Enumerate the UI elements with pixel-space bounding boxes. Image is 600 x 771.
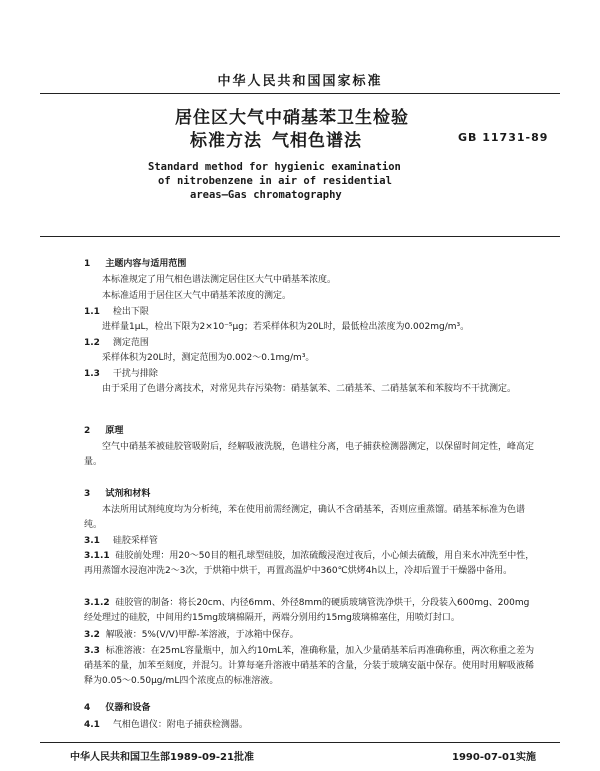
section-3-1-number: 3.1 (84, 536, 100, 546)
section-3-2-number: 3.2 (84, 630, 100, 640)
section-3-3-number: 3.3 (84, 646, 100, 656)
section-3-2-text: 解吸液：5%(V/V)甲醇-苯溶液，于冰箱中保存。 (105, 630, 299, 640)
section-2-text: 空气中硝基苯被硅胶管吸附后，经解吸液洗脱，色谱柱分离，电子捕获检测器测定，以保留时间定性，峰高定量。 (84, 442, 535, 467)
section-1-1-text: 进样量1μL，检出下限为2×10⁻⁵μg；若采样体积为20L时，最低检出浓度为0.002mg/m³。 (102, 322, 470, 332)
section-1-2-number: 1.2 (84, 338, 100, 348)
section-1-2-text: 采样体积为20L时，测定范围为0.002～0.1mg/m³。 (102, 353, 315, 363)
issuer-header: 中华人民共和国国家标准 (217, 74, 383, 89)
implement-date: 1990-07-01实施 (452, 752, 536, 763)
section-1-2-title: 测定范围 (112, 338, 149, 348)
title-divider (40, 236, 560, 237)
cn-title-line2b: 气相色谱法 (272, 131, 362, 151)
section-3-1-1 (84, 549, 538, 579)
section-3-1-2-number: 3.1.2 (84, 598, 110, 608)
section-3-text: 本法所用试剂纯度均为分析纯，苯在使用前需经测定，确认不含硝基苯，否则应重蒸馏。硝基苯标准为色谱纯。 (84, 505, 526, 530)
section-2-number: 2 (84, 426, 91, 436)
gb-number: GB 11731-89 (458, 131, 549, 144)
en-title-line1: Standard method for hygienic examination (148, 161, 401, 173)
en-title-line3: areas—Gas chromatography (190, 189, 342, 201)
approval-line: 中华人民共和国卫生部1989-09-21批准 (70, 752, 254, 763)
section-1-title: 主题内容与适用范围 (105, 259, 187, 269)
section-4-number: 4 (84, 703, 91, 713)
en-title-line2: of nitrobenzene in air of residential (158, 175, 392, 187)
section-3-1-2-text: 硅胶管的制备：将长20cm、内径6mm、外径8mm的硬质玻璃管洗净烘干，分段装入600mg、200mg经处理过的硅胶，中间用约15mg玻璃棉隔开，两端分别用约15mg玻璃棉塞住，用喷灯封口。 (84, 598, 530, 623)
section-1-3-text: 由于采用了色谱分离技术，对常见共存污染物：硝基氯苯、二硝基苯、二硝基氯苯和苯胺均不干扰测定。 (102, 384, 517, 394)
section-1-1-title: 检出下限 (112, 307, 149, 317)
section-1-number: 1 (84, 259, 91, 269)
section-1-para2: 本标准适用于居住区大气中硝基苯浓度的测定。 (102, 291, 292, 301)
section-3-1-2 (84, 596, 538, 626)
section-1-3-title: 干扰与排除 (112, 369, 158, 379)
section-1-para1: 本标准规定了用气相色谱法测定居住区大气中硝基苯浓度。 (102, 275, 337, 285)
section-1-1-number: 1.1 (84, 307, 100, 317)
section-3-title: 试剂和材料 (105, 489, 151, 499)
section-3-1-title: 硅胶采样管 (112, 536, 158, 546)
section-4-title: 仪器和设备 (105, 703, 151, 713)
section-2-title: 原理 (105, 426, 124, 436)
section-3-3-text: 标准溶液：在25mL容量瓶中，加入约10mL苯，准确称量，加入少量硝基苯后再准确称重，两次称重之差为硝基苯的量，加苯至刻度，并混匀。计算每毫升溶液中硝基苯的含量，分装于玻璃安瓿中保存。使用时用解吸液稀释为0.05～0.50μg/mL四个浓度点的标准溶液。 (84, 646, 535, 686)
section-4-1-text: 气相色谱仪：附电子捕获检测器。 (112, 720, 248, 730)
footer-divider (40, 742, 560, 743)
cn-title-line1: 居住区大气中硝基苯卫生检验 (175, 108, 409, 128)
section-3-1-1-text: 硅胶前处理：用20～50目的粗孔球型硅胶，加浓硫酸浸泡过夜后，小心倾去硫酸，用自来水冲洗至中性，再用蒸馏水浸泡冲洗2～3次，于烘箱中烘干，再置高温炉中360℃烘烤4h以上，冷却后置于干燥器中备用。 (84, 551, 535, 576)
section-1-3-number: 1.3 (84, 369, 100, 379)
section-4-1-number: 4.1 (84, 720, 100, 730)
cn-title-line2a: 标准方法 (190, 131, 262, 151)
section-3-3 (84, 644, 538, 689)
section-3-2 (84, 628, 538, 643)
header-divider (40, 93, 560, 94)
section-3-number: 3 (84, 489, 91, 499)
section-3-1-1-number: 3.1.1 (84, 551, 110, 561)
